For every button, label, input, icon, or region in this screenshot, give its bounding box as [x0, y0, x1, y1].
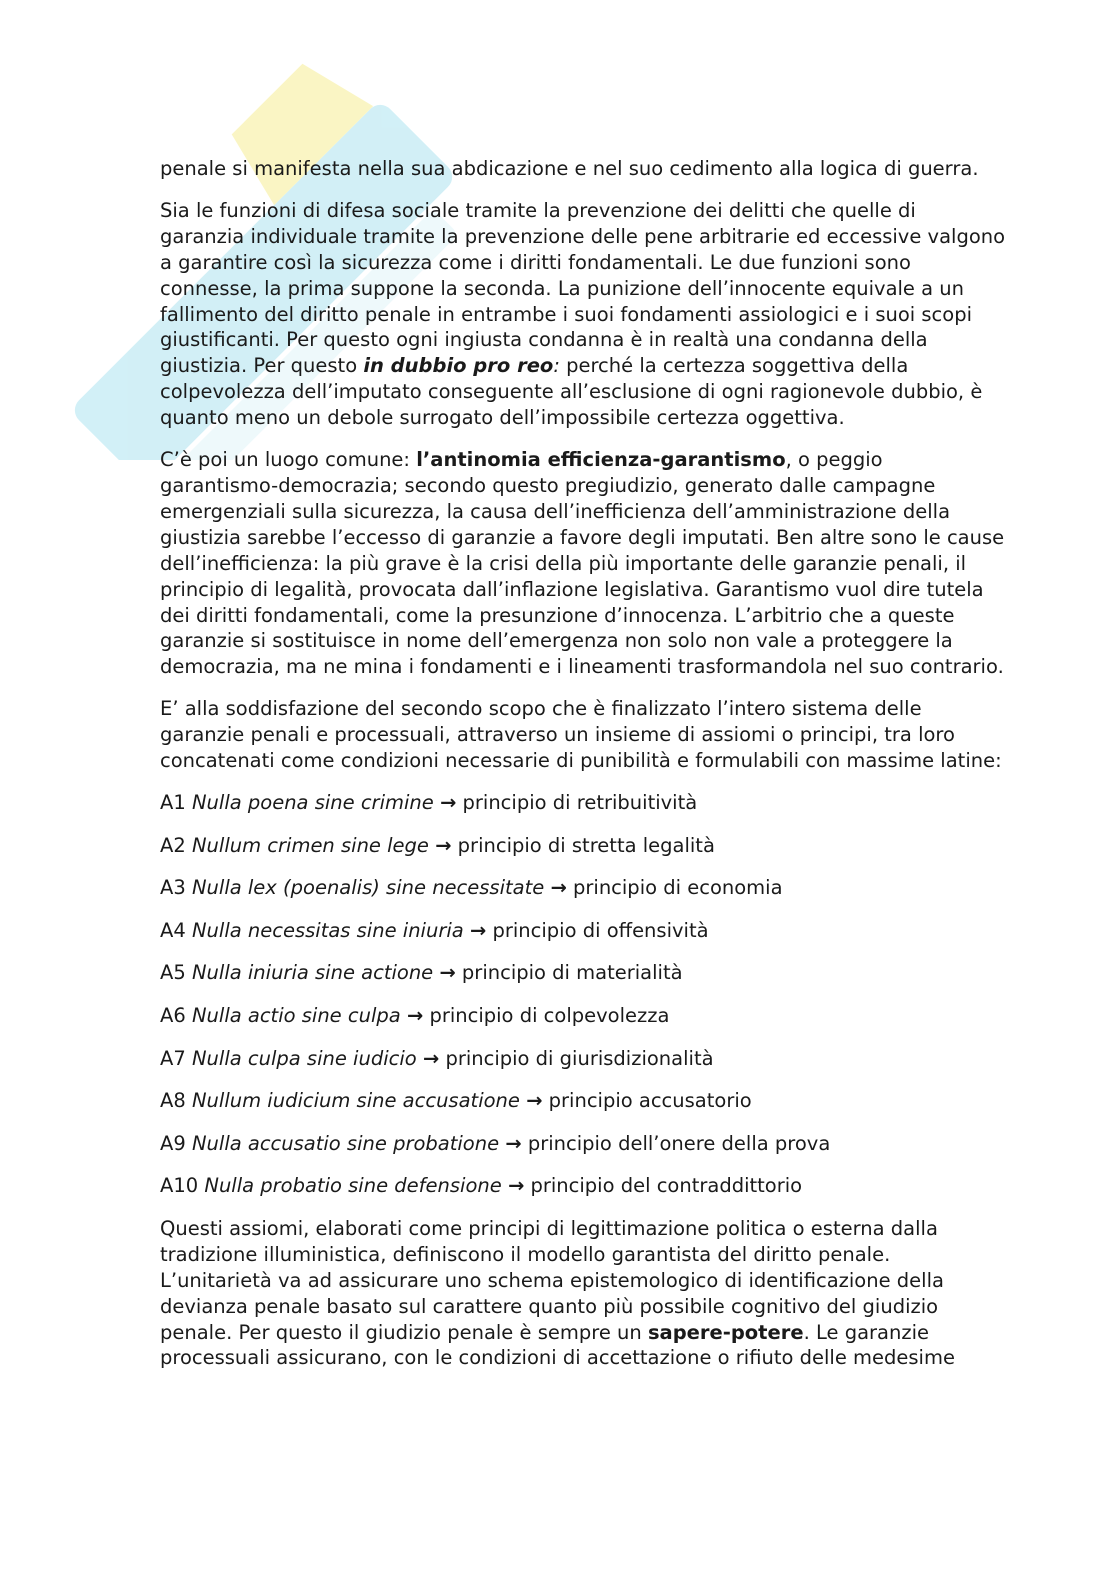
- emphasis-bold-term: l’antinomia efficienza-garantismo: [416, 448, 786, 472]
- axiom-principle: principio di colpevolezza: [429, 1003, 670, 1027]
- paragraph-text: . Le garanzie processuali assicurano, con le condizioni di accettazione o rifiuto delle medesime: [160, 1320, 955, 1370]
- axiom-principle: principio del contraddittorio: [530, 1174, 803, 1198]
- axiom-principle: principio di retribuitività: [462, 790, 698, 814]
- axiom-item: [160, 1173, 1006, 1199]
- axiom-id: A2: [160, 833, 186, 857]
- axiom-latin: Nulla probatio sine defensione: [204, 1174, 502, 1198]
- arrow-right-icon: →: [507, 1174, 525, 1198]
- paragraph: [160, 198, 1006, 431]
- paragraph: [160, 447, 1006, 680]
- axiom-id: A7: [160, 1046, 186, 1070]
- arrow-right-icon: →: [406, 1003, 424, 1027]
- axiom-latin: Nulla iniuria sine actione: [191, 961, 434, 985]
- axiom-id: A4: [160, 918, 186, 942]
- axiom-id: A6: [160, 1003, 186, 1027]
- arrow-right-icon: →: [422, 1046, 440, 1070]
- paragraph-text: penale si manifesta nella sua abdicazione e nel suo cedimento alla logica di guerra.: [160, 157, 979, 180]
- axiom-item: [160, 875, 1006, 901]
- axiom-item: [160, 1088, 1006, 1114]
- axiom-latin: Nulla necessitas sine iniuria: [191, 918, 464, 942]
- arrow-right-icon: →: [526, 1089, 543, 1113]
- paragraph-text: Sia le funzioni di difesa sociale tramite la prevenzione dei delitti che quelle di garanzia individuale tramite la prevenzione delle pene arbitrarie ed eccessive valgono a garantire così la sicurezza come i diritti fondamentali. Le due funzioni sono connesse, la prima suppone la seconda. La punizione dell’innocente equivale a un fallimento del diritto penale in entrambe i suoi fondamenti assiologici e i suoi scopi giustificanti. Per questo ogni ingiusta condanna è in realtà una condanna della giustizia. Per questo: [160, 198, 1006, 378]
- document-body: [160, 156, 1006, 1387]
- axiom-latin: Nulla culpa sine iudicio: [191, 1046, 417, 1070]
- paragraph: [160, 696, 1006, 774]
- arrow-right-icon: →: [435, 833, 452, 857]
- axiom-principle: principio di stretta legalità: [457, 833, 715, 857]
- axiom-latin: Nulla actio sine culpa: [191, 1003, 401, 1027]
- axiom-id: A10: [160, 1174, 199, 1198]
- paragraph-text: Questi assiomi, elaborati come principi di legittimazione politica o esterna dalla tradizione illuministica, definiscono il modello garantista del diritto penale. L’unitarietà va ad assicurare uno schema epistemologico di identificazione della devianza penale basato sul carattere quanto più possibile cognitivo del giudizio penale. Per questo il giudizio penale è sempre un: [160, 1216, 944, 1344]
- axiom-principle: principio di economia: [573, 876, 783, 900]
- axiom-item: [160, 1131, 1006, 1157]
- arrow-right-icon: →: [550, 876, 567, 900]
- axiom-item: [160, 1046, 1006, 1072]
- axiom-principle: principio di giurisdizionalità: [445, 1046, 714, 1070]
- arrow-right-icon: →: [505, 1131, 522, 1155]
- emphasis-bold-term: sapere-potere: [647, 1320, 804, 1344]
- axiom-id: A1: [160, 790, 186, 814]
- emphasis-latin-phrase: in dubbio pro reo: [363, 354, 554, 378]
- paragraph-text: E’ alla soddisfazione del secondo scopo che è finalizzato l’intero sistema delle garanzie penali e processuali, attraverso un insieme di assiomi o principi, tra loro concatenati come condizioni necessarie di punibilità e formulabili con massime latine:: [160, 697, 1002, 773]
- arrow-right-icon: →: [439, 790, 457, 814]
- axiom-principle: principio accusatorio: [548, 1089, 752, 1113]
- arrow-right-icon: →: [469, 918, 487, 942]
- axiom-principle: principio di offensività: [492, 918, 709, 942]
- axiom-id: A9: [160, 1131, 186, 1155]
- axiom-list: [160, 790, 1006, 1199]
- axiom-latin: Nulla accusatio sine probatione: [191, 1131, 500, 1155]
- axiom-item: [160, 1003, 1006, 1029]
- paragraph-text: , o peggio garantismo-democrazia; secondo questo pregiudizio, generato dalle campagne emergenziali sulla sicurezza, la causa dell’inefficienza dell’amministrazione della giustizia sarebbe l’eccesso di garanzie a favore degli imputati. Ben altre sono le cause dell’inefficienza: la più grave è la crisi della più importante delle garanzie penali, il principio di legalità, provocata dall’inflazione legislativa. Garantismo vuol dire tutela dei diritti fondamentali, come la presunzione d’innocenza. L’arbitrio che a queste garanzie si sostituisce in nome dell’emergenza non solo non vale a proteggere la democrazia, ma ne mina i fondamenti e i lineamenti trasformandola nel suo contrario.: [160, 448, 1005, 679]
- axiom-latin: Nulla lex (poenalis) sine necessitate: [191, 876, 545, 900]
- axiom-item: [160, 918, 1006, 944]
- paragraph-text: :: [553, 354, 560, 378]
- axiom-principle: principio dell’onere della prova: [527, 1131, 831, 1155]
- paragraph: [160, 156, 1006, 182]
- axiom-item: [160, 960, 1006, 986]
- axiom-item: [160, 790, 1006, 816]
- axiom-id: A8: [160, 1089, 186, 1113]
- axiom-latin: Nulla poena sine crimine: [191, 790, 434, 814]
- paragraph: [160, 1216, 1006, 1371]
- axiom-latin: Nullum crimen sine lege: [191, 833, 429, 857]
- axiom-item: [160, 833, 1006, 859]
- arrow-right-icon: →: [439, 961, 456, 985]
- axiom-principle: principio di materialità: [461, 961, 683, 985]
- paragraph-text: perché la certezza soggettiva della colpevolezza dell’imputato conseguente all’esclusione di ogni ragionevole dubbio, è quanto meno un debole surrogato dell’impossibile certezza oggettiva.: [160, 354, 983, 430]
- axiom-id: A5: [160, 961, 186, 985]
- axiom-id: A3: [160, 876, 186, 900]
- axiom-latin: Nullum iudicium sine accusatione: [191, 1089, 520, 1113]
- paragraph-text: C’è poi un luogo comune:: [160, 448, 417, 472]
